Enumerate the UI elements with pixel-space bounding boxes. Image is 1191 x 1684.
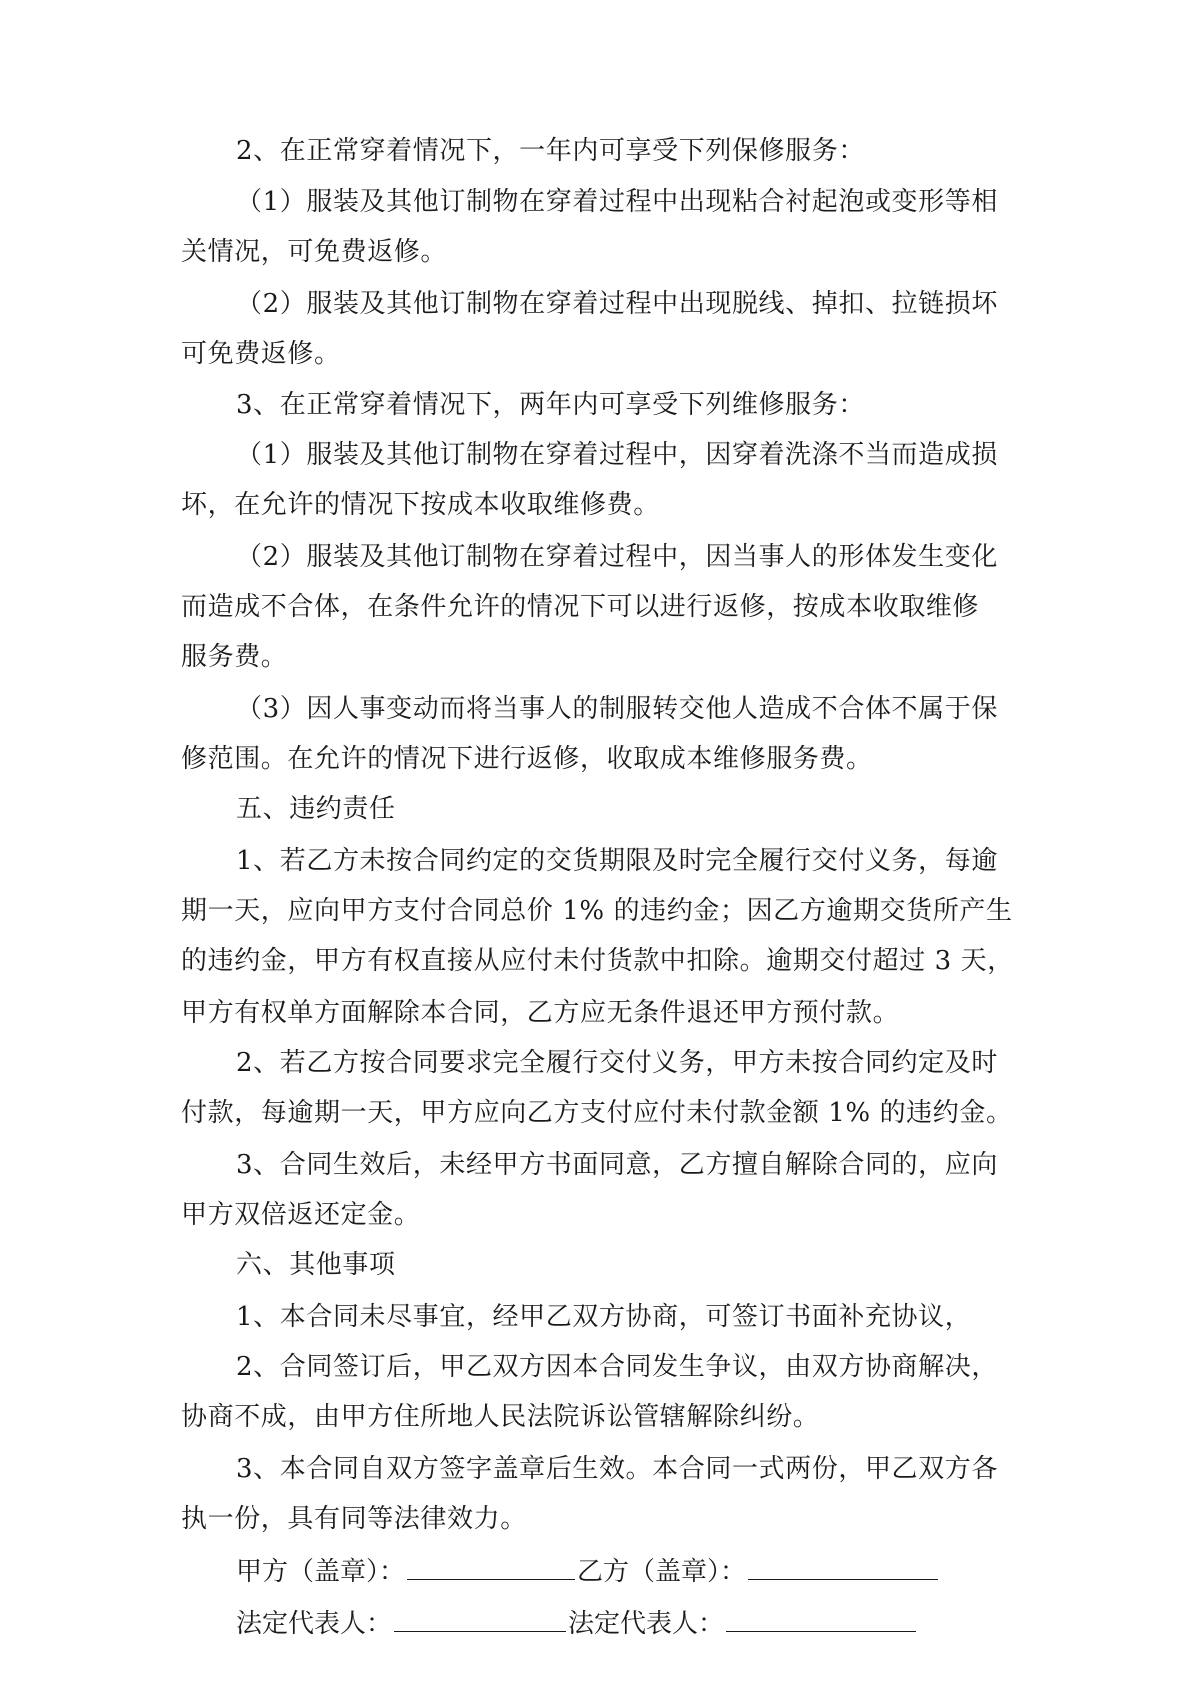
- clause-line: 协商不成，由甲方住所地人民法院诉讼管辖解除纠纷。: [181, 1402, 820, 1432]
- clause-line: （3）因人事变动而将当事人的制服转交他人造成不合体不属于保: [236, 694, 998, 724]
- party-a-rep-label: 法定代表人：: [236, 1609, 393, 1639]
- party-b-rep-label: 法定代表人：: [568, 1609, 725, 1639]
- clause-line: 2、合同签订后，甲乙双方因本合同发生争议，由双方协商解决，: [236, 1352, 998, 1382]
- clause-line: （1）服装及其他订制物在穿着过程中出现粘合衬起泡或变形等相: [236, 187, 998, 217]
- clause-line: 3、本合同自双方签字盖章后生效。本合同一式两份，甲乙双方各: [236, 1454, 998, 1484]
- party-b-rep-blank: [726, 1605, 916, 1632]
- clause-line: 服务费。: [181, 642, 288, 672]
- party-a-seal-blank: [407, 1553, 575, 1580]
- clause-line: 2、在正常穿着情况下，一年内可享受下列保修服务：: [236, 136, 865, 166]
- party-a-rep-blank: [394, 1605, 566, 1632]
- clause-line: （2）服装及其他订制物在穿着过程中，因当事人的形体发生变化: [236, 542, 998, 572]
- clause-line: 1、本合同未尽事宜，经甲乙双方协商，可签订书面补充协议，: [236, 1302, 972, 1332]
- party-b-seal-label: 乙方（盖章）：: [577, 1557, 747, 1587]
- clause-line: （1）服装及其他订制物在穿着过程中，因穿着洗涤不当而造成损: [236, 440, 998, 470]
- signature-row-rep: [236, 1605, 918, 1640]
- clause-line: 关情况，可免费返修。: [181, 237, 448, 267]
- clause-line: 的违约金，甲方有权直接从应付未付货款中扣除。逾期交付超过 3 天，: [181, 946, 1014, 976]
- party-b-seal-blank: [748, 1553, 938, 1580]
- clause-line: 付款，每逾期一天，甲方应向乙方支付应付未付款金额 1% 的违约金。: [181, 1098, 1013, 1128]
- clause-line: 可免费返修。: [181, 339, 341, 369]
- signature-row-seal: [236, 1553, 940, 1588]
- clause-line: 而造成不合体，在条件允许的情况下可以进行返修，按成本收取维修: [181, 592, 980, 622]
- party-a-seal-label: 甲方（盖章）：: [236, 1557, 406, 1587]
- clause-line: 修范围。在允许的情况下进行返修，收取成本维修服务费。: [181, 744, 873, 774]
- clause-line: 1、若乙方未按合同约定的交货期限及时完全履行交付义务，每逾: [236, 846, 998, 876]
- clause-line: 甲方双倍返还定金。: [181, 1200, 421, 1230]
- section-heading: 五、违约责任: [236, 794, 396, 824]
- clause-line: 期一天，应向甲方支付合同总价 1% 的违约金；因乙方逾期交货所产生: [181, 896, 1013, 926]
- clause-line: 甲方有权单方面解除本合同，乙方应无条件退还甲方预付款。: [181, 998, 900, 1028]
- clause-line: 坏，在允许的情况下按成本收取维修费。: [181, 490, 660, 520]
- clause-line: 3、在正常穿着情况下，两年内可享受下列维修服务：: [236, 390, 865, 420]
- section-heading: 六、其他事项: [236, 1250, 396, 1280]
- clause-line: 3、合同生效后，未经甲方书面同意，乙方擅自解除合同的，应向: [236, 1150, 998, 1180]
- clause-line: （2）服装及其他订制物在穿着过程中出现脱线、掉扣、拉链损坏: [236, 289, 998, 319]
- clause-line: 执一份，具有同等法律效力。: [181, 1504, 527, 1534]
- clause-line: 2、若乙方按合同要求完全履行交付义务，甲方未按合同约定及时: [236, 1048, 998, 1078]
